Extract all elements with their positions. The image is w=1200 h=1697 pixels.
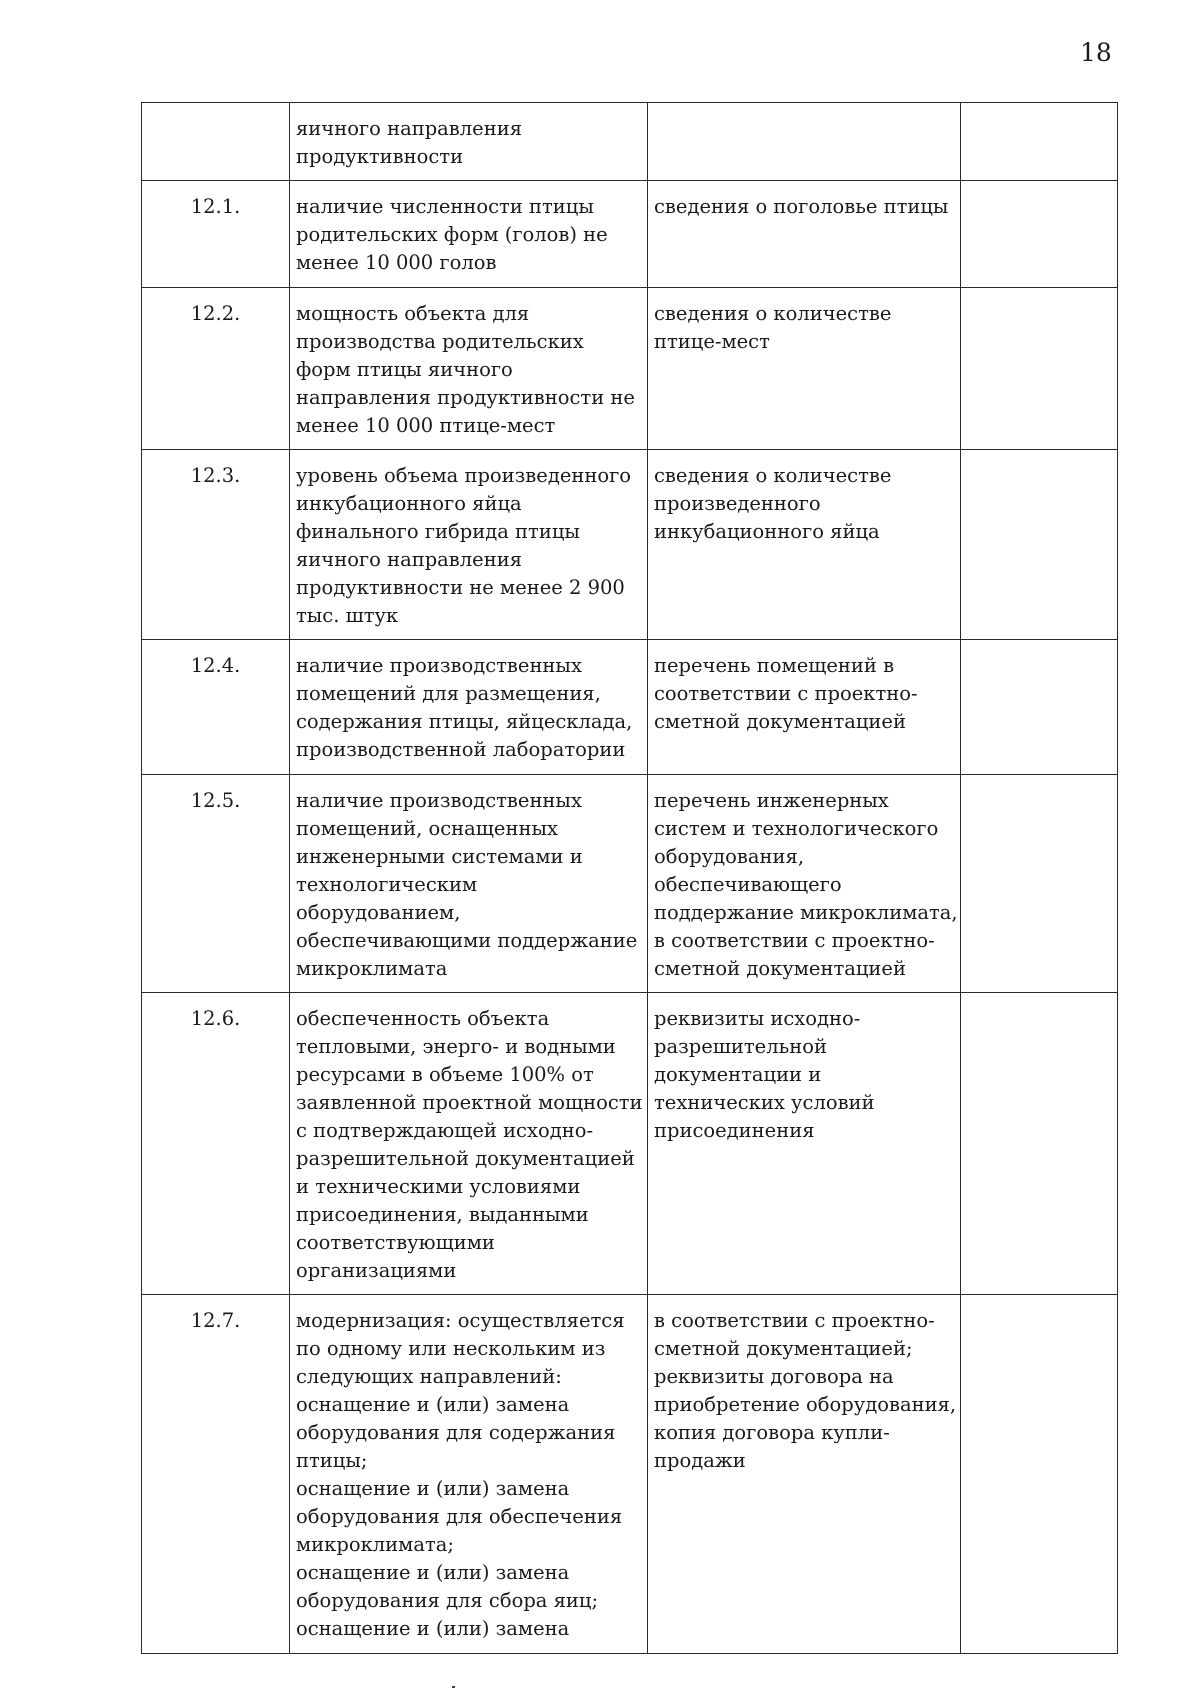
criterion-line: присоединения, выданными <box>296 1203 589 1226</box>
criterion-line: наличие производственных <box>296 789 582 812</box>
document-line: разрешительной <box>654 1035 827 1058</box>
document-line: копия договора купли- <box>654 1421 890 1444</box>
criterion-line: мощность объекта для <box>296 302 530 325</box>
table-row <box>142 181 1118 288</box>
criterion-line: следующих направлений: <box>296 1365 562 1388</box>
criterion-line: заявленной проектной мощности <box>296 1091 643 1114</box>
document-line: реквизиты договора на <box>654 1365 894 1388</box>
criterion-line: инженерными системами и <box>296 845 583 868</box>
document-line: реквизиты исходно- <box>654 1007 861 1030</box>
document-cell <box>648 288 961 450</box>
document-cell <box>648 450 961 640</box>
document-line: сметной документацией <box>654 710 906 733</box>
criterion-line: оборудования для содержания <box>296 1421 616 1444</box>
criterion-line: продуктивности не менее 2 900 <box>296 576 625 599</box>
criterion-line: птицы; <box>296 1449 368 1472</box>
document-line: обеспечивающего <box>654 873 842 896</box>
document-cell <box>648 993 961 1295</box>
row-number <box>142 103 290 181</box>
criterion-line: соответствующими <box>296 1231 495 1254</box>
table-row <box>142 640 1118 775</box>
criterion-line: родительских форм (голов) не <box>296 223 608 246</box>
empty-cell <box>961 775 1118 993</box>
criterion-line: менее 10 000 голов <box>296 251 497 274</box>
criterion-line: оснащение и (или) замена <box>296 1393 570 1416</box>
document-cell <box>648 103 961 181</box>
table-row <box>142 450 1118 640</box>
criterion-line: помещений, оснащенных <box>296 817 558 840</box>
criteria-table <box>141 102 1118 1654</box>
criterion-cell <box>290 450 648 640</box>
empty-cell <box>961 450 1118 640</box>
document-line: произведенного <box>654 492 821 515</box>
document-cell <box>648 640 961 775</box>
document-line: технических условий <box>654 1091 875 1114</box>
document-line: приобретение оборудования, <box>654 1393 957 1416</box>
empty-cell <box>961 103 1118 181</box>
criterion-line: наличие производственных <box>296 654 582 677</box>
criterion-line: организациями <box>296 1259 457 1282</box>
document-line: инкубационного яйца <box>654 520 880 543</box>
row-number: 12.1. <box>142 181 290 288</box>
document-line: поддержание микроклимата, <box>654 901 958 924</box>
criterion-line: помещений для размещения, <box>296 682 601 705</box>
document-cell <box>648 775 961 993</box>
document-cell <box>648 1295 961 1654</box>
table-row <box>142 775 1118 993</box>
criterion-line: тепловыми, энерго- и водными <box>296 1035 616 1058</box>
criterion-line: оснащение и (или) замена <box>296 1617 570 1640</box>
criterion-line: оснащение и (или) замена <box>296 1477 570 1500</box>
criterion-line: содержания птицы, яйцесклада, <box>296 710 633 733</box>
criterion-line: тыс. штук <box>296 604 399 627</box>
table-row <box>142 103 1118 181</box>
page-number: 18 <box>1080 38 1112 67</box>
document-cell <box>648 181 961 288</box>
criterion-line: производства родительских <box>296 330 584 353</box>
criterion-line: разрешительной документацией <box>296 1147 635 1170</box>
row-number: 12.5. <box>142 775 290 993</box>
document-line: в соответствии с проектно- <box>654 929 935 952</box>
document-line: перечень инженерных <box>654 789 889 812</box>
criterion-cell <box>290 288 648 450</box>
document-line: сметной документацией <box>654 957 906 980</box>
criterion-line: микроклимата; <box>296 1533 454 1556</box>
document-line: систем и технологического <box>654 817 939 840</box>
document-line: сведения о количестве <box>654 302 892 325</box>
document-line: в соответствии с проектно- <box>654 1309 935 1332</box>
criterion-line: с подтверждающей исходно- <box>296 1119 594 1142</box>
criterion-line: оснащение и (или) замена <box>296 1561 570 1584</box>
criterion-line: модернизация: осуществляется <box>296 1309 625 1332</box>
document-line: продажи <box>654 1449 746 1472</box>
criterion-line: обеспеченность объекта <box>296 1007 550 1030</box>
empty-cell <box>961 993 1118 1295</box>
empty-cell <box>961 181 1118 288</box>
criterion-line: форм птицы яичного <box>296 358 513 381</box>
criterion-line: яичного направления <box>296 117 523 140</box>
criterion-cell <box>290 993 648 1295</box>
criterion-line: производственной лаборатории <box>296 738 626 761</box>
document-line: сведения о поголовье птицы <box>654 195 949 218</box>
document-line: оборудования, <box>654 845 805 868</box>
document-line: перечень помещений в <box>654 654 895 677</box>
row-number: 12.6. <box>142 993 290 1295</box>
criterion-cell <box>290 640 648 775</box>
empty-cell <box>961 288 1118 450</box>
criterion-line: инкубационного яйца <box>296 492 522 515</box>
criterion-line: наличие численности птицы <box>296 195 594 218</box>
criterion-line: технологическим <box>296 873 478 896</box>
criterion-cell <box>290 103 648 181</box>
criterion-line: яичного направления <box>296 548 523 571</box>
criterion-line: оборудования для обеспечения <box>296 1505 623 1528</box>
document-line: присоединения <box>654 1119 815 1142</box>
document-line: документации и <box>654 1063 822 1086</box>
criterion-line: оборудования для сбора яиц; <box>296 1589 599 1612</box>
row-number: 12.2. <box>142 288 290 450</box>
table-row <box>142 288 1118 450</box>
row-number: 12.4. <box>142 640 290 775</box>
row-number: 12.3. <box>142 450 290 640</box>
criteria-table-body <box>142 103 1118 1654</box>
criterion-line: и техническими условиями <box>296 1175 581 1198</box>
empty-cell <box>961 1295 1118 1654</box>
document-line: соответствии с проектно- <box>654 682 918 705</box>
table-row <box>142 1295 1118 1654</box>
scan-artifact <box>452 1686 455 1688</box>
criterion-line: продуктивности <box>296 145 464 168</box>
criterion-line: направления продуктивности не <box>296 386 635 409</box>
criterion-line: обеспечивающими поддержание <box>296 929 638 952</box>
criterion-line: менее 10 000 птице-мест <box>296 414 556 437</box>
document-line: птице-мест <box>654 330 770 353</box>
criterion-line: финального гибрида птицы <box>296 520 580 543</box>
table-row <box>142 993 1118 1295</box>
criterion-line: ресурсами в объеме 100% от <box>296 1063 594 1086</box>
criterion-cell <box>290 775 648 993</box>
document-line: сведения о количестве <box>654 464 892 487</box>
criterion-line: оборудованием, <box>296 901 461 924</box>
row-number: 12.7. <box>142 1295 290 1654</box>
criterion-cell <box>290 1295 648 1654</box>
document-line: сметной документацией; <box>654 1337 913 1360</box>
empty-cell <box>961 640 1118 775</box>
criterion-line: по одному или нескольким из <box>296 1337 606 1360</box>
criterion-line: микроклимата <box>296 957 448 980</box>
criterion-line: уровень объема произведенного <box>296 464 632 487</box>
criterion-cell <box>290 181 648 288</box>
